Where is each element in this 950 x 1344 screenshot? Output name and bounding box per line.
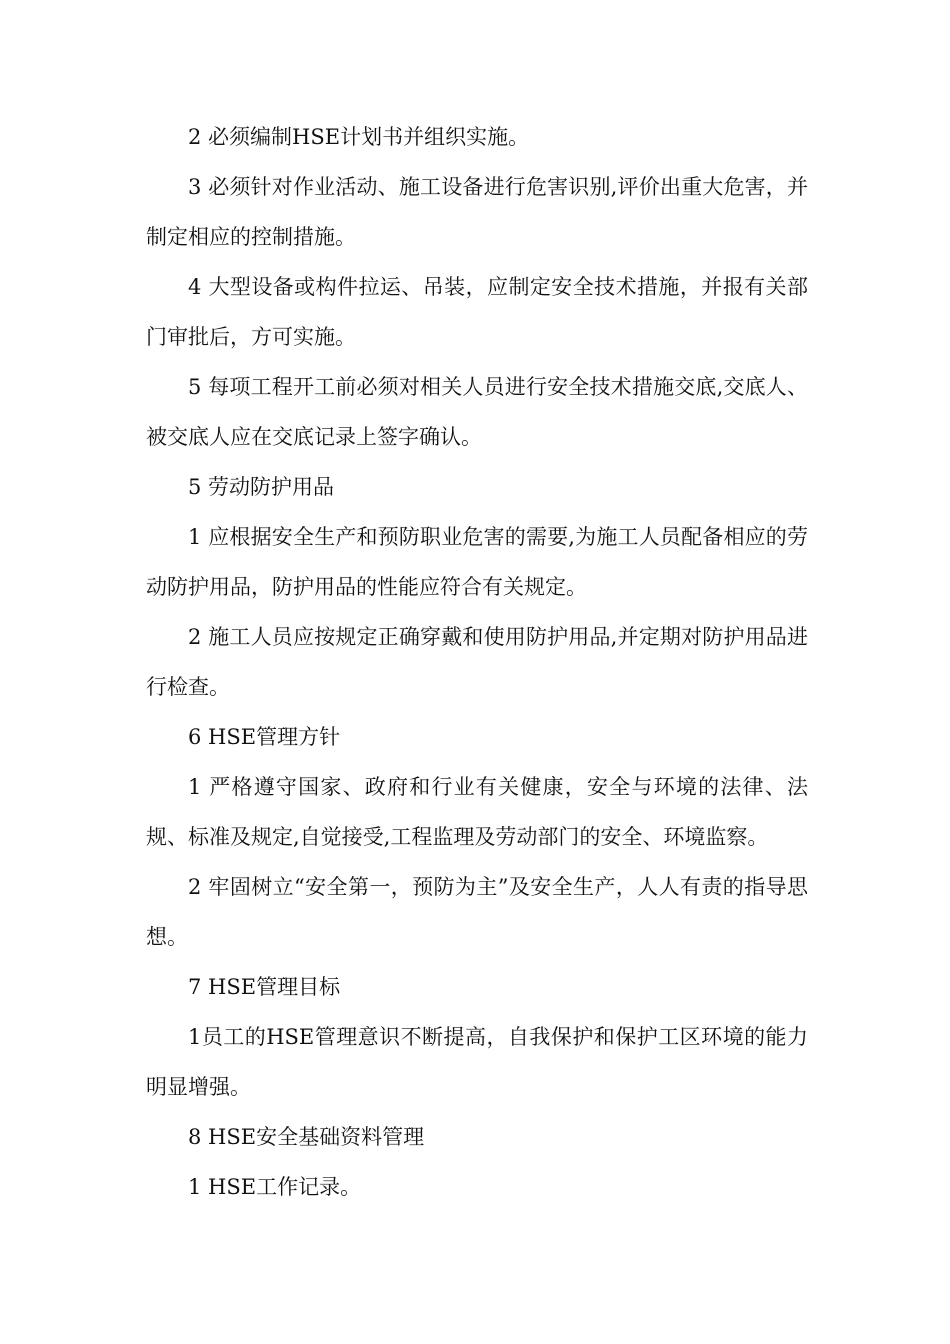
heading-hse-policy: 6 HSE管理方针	[188, 725, 341, 749]
document-body	[146, 112, 808, 1212]
paragraph-hse-plan: 2 必须编制HSE计划书并组织实施。	[188, 125, 530, 149]
paragraph-awareness-improvement: 1员工的HSE管理意识不断提高，自我保护和保护工区环境的能力明显增强。	[146, 1025, 808, 1099]
paragraph-equip-workers: 1 应根据安全生产和预防职业危害的需要,为施工人员配备相应的劳动防护用品，防护用品的性能应符合有关规定。	[146, 525, 808, 599]
paragraph-safety-first: 2 牢固树立“安全第一，预防为主”及安全生产，人人有责的指导思想。	[146, 875, 808, 949]
paragraph-safety-briefing: 5 每项工程开工前必须对相关人员进行安全技术措施交底,交底人、被交底人应在交底记录上签字确认。	[146, 375, 808, 449]
paragraph-wear-and-inspect: 2 施工人员应按规定正确穿戴和使用防护用品,并定期对防护用品进行检查。	[146, 625, 808, 699]
paragraph-comply-regulations: 1 严格遵守国家、政府和行业有关健康，安全与环境的法律、法规、标准及规定,自觉接受,工程监理及劳动部门的安全、环境监察。	[146, 775, 808, 849]
heading-hse-objectives: 7 HSE管理目标	[188, 975, 341, 999]
paragraph-hazard-identification: 3 必须针对作业活动、施工设备进行危害识别,评价出重大危害，并制定相应的控制措施。	[146, 175, 808, 249]
paragraph-lifting-measures: 4 大型设备或构件拉运、吊装，应制定安全技术措施，并报有关部门审批后，方可实施。	[146, 275, 808, 349]
paragraph-hse-work-records: 1 HSE工作记录。	[188, 1175, 362, 1199]
heading-protective-equipment: 5 劳动防护用品	[188, 475, 335, 499]
heading-hse-records-management: 8 HSE安全基础资料管理	[188, 1125, 425, 1149]
